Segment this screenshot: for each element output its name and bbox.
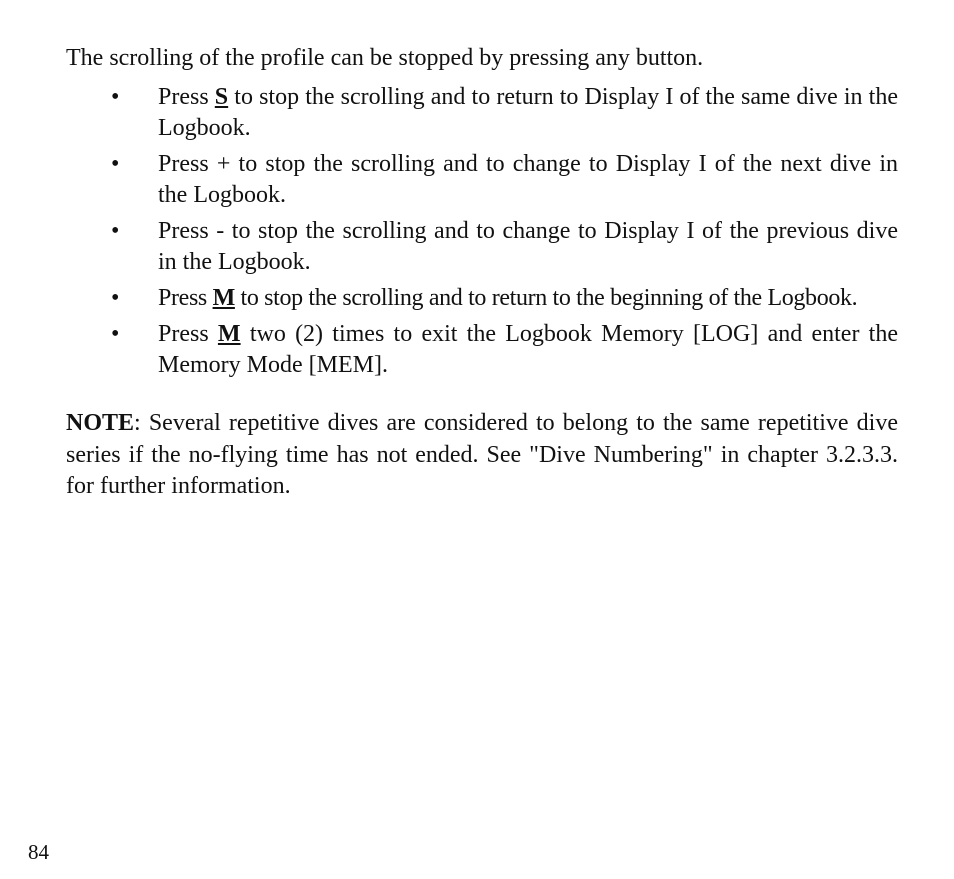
- intro-paragraph: The scrolling of the profile can be stopped by pressing any button.: [66, 45, 704, 71]
- bullet-marker: •: [111, 151, 120, 177]
- list-item-press-m: [66, 283, 898, 314]
- item-text-before: Press: [158, 84, 215, 110]
- item-text-before: Press: [158, 285, 213, 311]
- bullet-marker: •: [111, 218, 120, 244]
- item-text-after: two (2) times to exit the Logbook Memory [LOG] and enter the Memory Mode [MEM].: [158, 321, 899, 378]
- button-key-label: S: [214, 84, 229, 110]
- bullet-marker: •: [111, 285, 120, 311]
- button-key-label: M: [212, 285, 235, 311]
- list-item-press-s: [66, 82, 898, 144]
- note-label: NOTE: [66, 410, 135, 436]
- item-text-before: Press: [158, 321, 218, 347]
- item-text-after: to stop the scrolling and to return to Display I of the same dive in the Logbook.: [158, 84, 898, 141]
- list-item-press-minus: [66, 216, 898, 278]
- button-instructions-list: [66, 82, 898, 386]
- bullet-marker: •: [111, 84, 120, 110]
- item-text-before: Press - to stop the scrolling and to change to Display I of the previous dive in the Logbook.: [158, 218, 898, 275]
- list-item-press-m-twice: [66, 319, 898, 381]
- item-text-before: Press + to stop the scrolling and to change to Display I of the next dive in the Logbook.: [158, 151, 898, 208]
- list-item-press-plus: [66, 149, 898, 211]
- button-key-label: M: [217, 321, 241, 347]
- item-text-after: to stop the scrolling and to return to the beginning of the Logbook.: [234, 285, 858, 311]
- page-number: 84: [28, 840, 49, 864]
- note-paragraph: [66, 408, 898, 503]
- bullet-marker: •: [111, 321, 120, 347]
- note-text: : Several repetitive dives are considered to belong to the same repetitive dive series if the no-flying time has not ended. See "Dive Numbering" in chapter 3.2.3.3. for further information.: [66, 410, 898, 499]
